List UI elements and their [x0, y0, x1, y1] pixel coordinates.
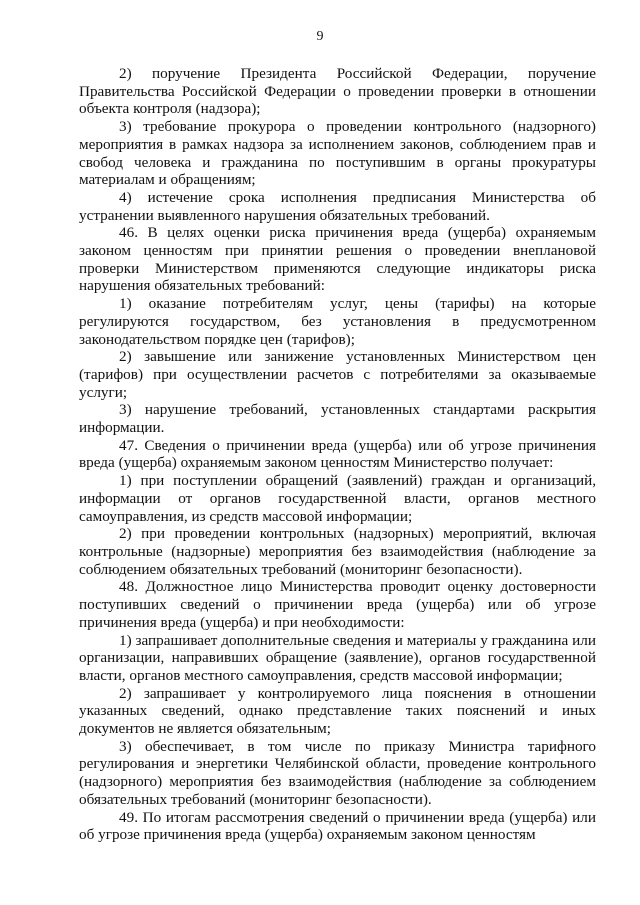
paragraph-48-item-3: 3) обеспечивает, в том числе по приказу Министра тарифного регулирования и энергетики Челябинской области, проведение контрольного (надзорного) мероприятия без взаимодействия (наблюдение за соблюдением обязательных требований (мониторинг безопасности).	[79, 737, 596, 808]
paragraph-46-risk-indicators: 46. В целях оценки риска причинения вреда (ущерба) охраняемым законом ценностям при принятии решения о проведении внеплановой проверки Министерством применяются следующие индикаторы риска нарушения обязательных требований:	[79, 224, 596, 295]
paragraph-item-2-instruction: 2) поручение Президента Российской Федерации, поручение Правительства Российской Федерации о проведении проверки в отношении объекта контроля (надзора);	[79, 65, 596, 118]
paragraph-48-item-1: 1) запрашивает дополнительные сведения и материалы у гражданина или организации, направивших обращение (заявление), органов государственной власти, органов местного самоуправления, средств массовой информации;	[79, 631, 596, 684]
paragraph-49-review-results: 49. По итогам рассмотрения сведений о причинении вреда (ущерба) или об угрозе причинения вреда (ущерба) охраняемым законом ценностям	[79, 808, 596, 844]
page-number: 9	[316, 29, 324, 44]
paragraph-46-item-3: 3) нарушение требований, установленных стандартами раскрытия информации.	[79, 401, 596, 437]
document-body	[79, 65, 596, 844]
paragraph-item-4-order-expiry: 4) истечение срока исполнения предписания Министерства об устранении выявленного нарушения обязательных требований.	[79, 188, 596, 224]
paragraph-47-harm-information: 47. Сведения о причинении вреда (ущерба) или об угрозе причинения вреда (ущерба) охраняемым законом ценностям Министерство получает:	[79, 436, 596, 472]
paragraph-47-item-2: 2) при проведении контрольных (надзорных) мероприятий, включая контрольные (надзорные) мероприятия без взаимодействия (наблюдение за соблюдением обязательных требований (мониторинг безопасности).	[79, 525, 596, 578]
paragraph-47-item-1: 1) при поступлении обращений (заявлений) граждан и организаций, информации от органов государственной власти, органов местного самоуправления, из средств массовой информации;	[79, 472, 596, 525]
paragraph-48-reliability-assessment: 48. Должностное лицо Министерства проводит оценку достоверности поступивших сведений о причинении вреда (ущерба) или об угрозе причинения вреда (ущерба) и при необходимости:	[79, 578, 596, 631]
paragraph-46-item-2: 2) завышение или занижение установленных Министерством цен (тарифов) при осуществлении расчетов с потребителями за оказываемые услуги;	[79, 348, 596, 401]
paragraph-item-3-prosecutor-demand: 3) требование прокурора о проведении контрольного (надзорного) мероприятия в рамках надзора за исполнением законов, соблюдением прав и свобод человека и гражданина по поступившим в органы прокуратуры материалам и обращениям;	[79, 118, 596, 189]
paragraph-46-item-1: 1) оказание потребителям услуг, цены (тарифы) на которые регулируются государством, без установления в предусмотренном законодательством порядке цен (тарифов);	[79, 295, 596, 348]
paragraph-48-item-2: 2) запрашивает у контролируемого лица пояснения в отношении указанных сведений, однако представление таких пояснений и иных документов не является обязательным;	[79, 684, 596, 738]
